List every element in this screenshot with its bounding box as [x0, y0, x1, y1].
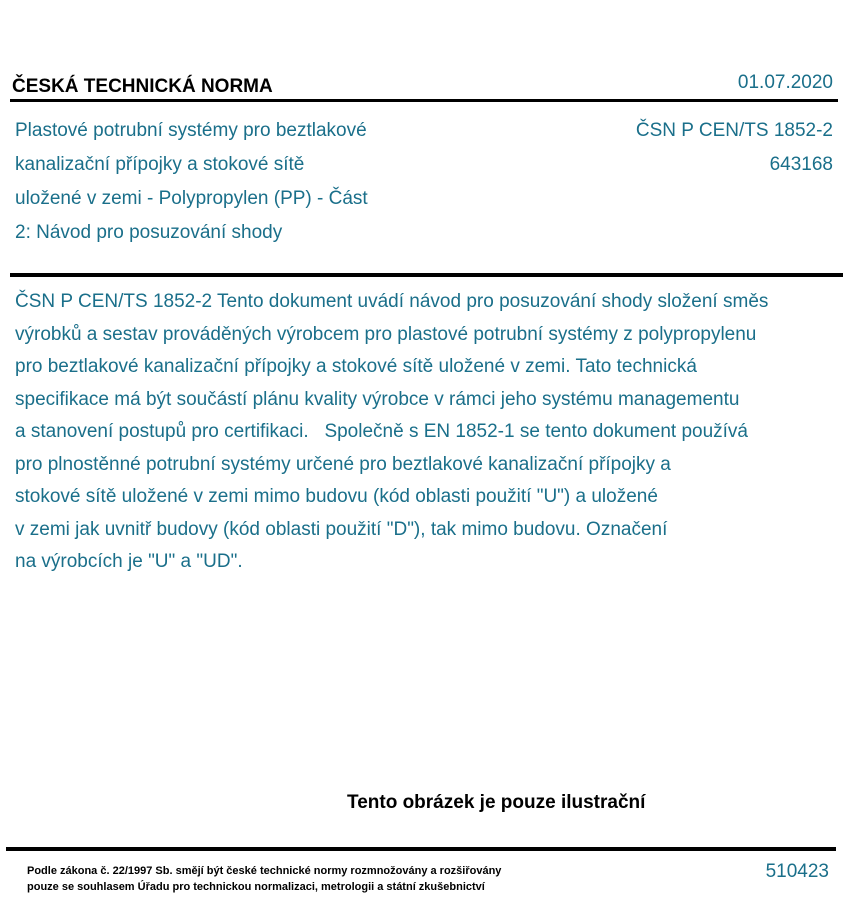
document-title-line: Plastové potrubní systémy pro beztlakové — [15, 120, 367, 141]
header-divider — [10, 99, 838, 102]
document-title-line: uložené v zemi - Polypropylen (PP) - Část — [15, 188, 368, 209]
document-identifiers — [636, 114, 833, 182]
abstract-line: pro beztlakové kanalizační přípojky a stokové sítě uložené v zemi. Tato technická — [15, 356, 697, 377]
legal-notice — [27, 863, 501, 895]
abstract-line: ČSN P CEN/TS 1852-2 Tento dokument uvádí návod pro posuzování shody složení směs — [15, 291, 769, 312]
header-title: ČESKÁ TECHNICKÁ NORMA — [12, 76, 273, 97]
section-divider — [10, 273, 843, 277]
legal-notice-line: pouze se souhlasem Úřadu pro technickou normalizaci, metrologii a státní zkušebnictví — [27, 881, 485, 893]
abstract-line: stokové sítě uložené v zemi mimo budovu (kód oblasti použití "U") a uložené — [15, 486, 658, 507]
publication-date: 01.07.2020 — [737, 72, 833, 93]
document-title — [15, 114, 435, 250]
document-title-line: 2: Návod pro posuzování shody — [15, 222, 283, 243]
abstract-line: výrobků a sestav prováděných výrobcem pro plastové potrubní systémy z polypropylenu — [15, 323, 757, 345]
standard-number: ČSN P CEN/TS 1852-2 — [635, 120, 833, 141]
abstract-text — [15, 286, 865, 579]
footer-divider — [6, 847, 836, 851]
abstract-line: pro plnostěnné potrubní systémy určené pro beztlakové kanalizační přípojky a — [15, 453, 671, 475]
footer-code: 510423 — [765, 861, 829, 882]
abstract-line: na výrobcích je "U" a "UD". — [15, 551, 243, 572]
classification-code: 643168 — [769, 154, 833, 175]
abstract-line: specifikace má být součástí plánu kvality výrobce v rámci jeho systému managementu — [15, 388, 740, 410]
abstract-line: a stanovení postupů pro certifikaci. Společně s EN 1852-1 se tento dokument používá — [15, 421, 748, 442]
document-title-line: kanalizační přípojky a stokové sítě — [15, 154, 305, 175]
illustration-note: Tento obrázek je pouze ilustrační — [347, 792, 646, 813]
abstract-line: v zemi jak uvnitř budovy (kód oblasti použití "D"), tak mimo budovu. Označení — [15, 518, 668, 540]
legal-notice-line: Podle zákona č. 22/1997 Sb. smějí být české technické normy rozmnožovány a rozšiřovány — [27, 865, 502, 877]
